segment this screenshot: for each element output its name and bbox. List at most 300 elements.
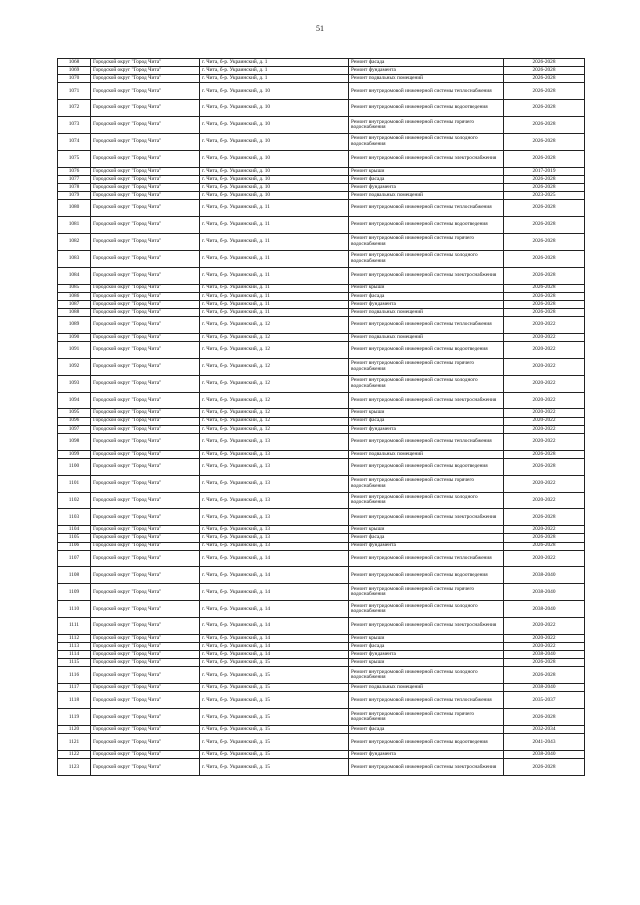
table-row [58,233,585,250]
address-cell: г. Чита, б-р. Украинский, д. 1 [200,67,349,75]
period-cell: 2023-2025 [504,192,585,200]
row-number-cell: 1112 [58,635,91,643]
table-row [58,59,585,67]
row-number-cell: 1068 [58,59,91,67]
work-type-cell: Ремонт внутридомовой инженерной системы холодного водоснабжения [349,492,504,509]
municipality-cell: Городской округ "Город Чита" [91,734,200,751]
work-type-cell: Ремонт внутридомовой инженерной системы водоотведения [349,217,504,234]
row-number-cell: 1099 [58,450,91,458]
work-type-cell: Ремонт внутридомовой инженерной системы горячего водоснабжения [349,475,504,492]
row-number-cell: 1094 [58,392,91,409]
work-type-cell: Ремонт внутридомовой инженерной системы холодного водоснабжения [349,133,504,150]
period-cell: 2020-2022 [504,341,585,358]
address-cell: г. Чита, б-р. Украинский, д. 13 [200,450,349,458]
period-cell: 2026-2028 [504,308,585,316]
table-body [58,59,585,776]
address-cell: г. Чита, б-р. Украинский, д. 10 [200,183,349,191]
period-cell: 2020-2022 [504,375,585,392]
table-row [58,542,585,550]
period-cell: 2020-2022 [504,409,585,417]
row-number-cell: 1075 [58,150,91,167]
row-number-cell: 1089 [58,316,91,333]
municipality-cell: Городской округ "Город Чита" [91,250,200,267]
work-type-cell: Ремонт внутридомовой инженерной системы теплоснабжения [349,550,504,567]
work-type-cell: Ремонт фундамента [349,651,504,659]
address-cell: г. Чита, б-р. Украинский, д. 11 [200,250,349,267]
table-row [58,692,585,709]
municipality-cell: Городской округ "Город Чита" [91,133,200,150]
municipality-cell: Городской округ "Город Чита" [91,316,200,333]
row-number-cell: 1093 [58,375,91,392]
municipality-cell: Городской округ "Город Чита" [91,433,200,450]
address-cell: г. Чита, б-р. Украинский, д. 13 [200,509,349,526]
period-cell: 2026-2028 [504,659,585,667]
address-cell: г. Чита, б-р. Украинский, д. 14 [200,635,349,643]
work-type-cell: Ремонт фасада [349,643,504,651]
work-type-cell: Ремонт подвальных помещений [349,333,504,341]
address-cell: г. Чита, б-р. Украинский, д. 13 [200,475,349,492]
table-row [58,300,585,308]
period-cell: 2026-2028 [504,284,585,292]
municipality-cell: Городской округ "Город Чита" [91,458,200,475]
address-cell: г. Чита, б-р. Украинский, д. 12 [200,409,349,417]
table-row [58,751,585,759]
table-row [58,308,585,316]
municipality-cell: Городской округ "Город Чита" [91,300,200,308]
address-cell: г. Чита, б-р. Украинский, д. 11 [200,300,349,308]
municipality-cell: Городской округ "Город Чита" [91,150,200,167]
table-row [58,726,585,734]
address-cell: г. Чита, б-р. Украинский, д. 12 [200,417,349,425]
row-number-cell: 1070 [58,75,91,83]
address-cell: г. Чита, б-р. Украинский, д. 15 [200,751,349,759]
table-row [58,200,585,217]
table-row [58,635,585,643]
period-cell: 2026-2028 [504,200,585,217]
table-row [58,316,585,333]
address-cell: г. Чита, б-р. Украинский, д. 13 [200,458,349,475]
row-number-cell: 1080 [58,200,91,217]
row-number-cell: 1122 [58,751,91,759]
work-type-cell: Ремонт внутридомовой инженерной системы водоотведения [349,734,504,751]
period-cell: 2026-2028 [504,509,585,526]
municipality-cell: Городской округ "Город Чита" [91,684,200,692]
address-cell: г. Чита, б-р. Украинский, д. 11 [200,292,349,300]
address-cell: г. Чита, б-р. Украинский, д. 11 [200,233,349,250]
table-row [58,458,585,475]
table-row [58,684,585,692]
row-number-cell: 1081 [58,217,91,234]
period-cell: 2026-2028 [504,183,585,191]
municipality-cell: Городской округ "Город Чита" [91,492,200,509]
period-cell: 2026-2028 [504,250,585,267]
municipality-cell: Городской округ "Город Чита" [91,526,200,534]
address-cell: г. Чита, б-р. Украинский, д. 14 [200,584,349,601]
row-number-cell: 1107 [58,550,91,567]
period-cell: 2020-2022 [504,475,585,492]
address-cell: г. Чита, б-р. Украинский, д. 12 [200,341,349,358]
table-row [58,651,585,659]
row-number-cell: 1092 [58,358,91,375]
period-cell: 2032-2034 [504,726,585,734]
row-number-cell: 1072 [58,100,91,117]
address-cell: г. Чита, б-р. Украинский, д. 13 [200,542,349,550]
municipality-cell: Городской округ "Город Чита" [91,358,200,375]
table-row [58,534,585,542]
address-cell: г. Чита, б-р. Украинский, д. 12 [200,425,349,433]
address-cell: г. Чита, б-р. Украинский, д. 15 [200,667,349,684]
address-cell: г. Чита, б-р. Украинский, д. 10 [200,83,349,100]
municipality-cell: Городской округ "Город Чита" [91,643,200,651]
municipality-cell: Городской округ "Город Чита" [91,83,200,100]
row-number-cell: 1087 [58,300,91,308]
municipality-cell: Городской округ "Город Чита" [91,601,200,618]
table-row [58,341,585,358]
work-type-cell: Ремонт крыши [349,284,504,292]
row-number-cell: 1103 [58,509,91,526]
work-type-cell: Ремонт фасада [349,417,504,425]
municipality-cell: Городской округ "Город Чита" [91,751,200,759]
work-type-cell: Ремонт крыши [349,659,504,667]
table-row [58,217,585,234]
period-cell: 2026-2028 [504,83,585,100]
table-row [58,284,585,292]
address-cell: г. Чита, б-р. Украинский, д. 14 [200,601,349,618]
municipality-cell: Городской округ "Город Чита" [91,417,200,425]
address-cell: г. Чита, б-р. Украинский, д. 10 [200,192,349,200]
row-number-cell: 1113 [58,643,91,651]
work-type-cell: Ремонт внутридомовой инженерной системы горячего водоснабжения [349,233,504,250]
municipality-cell: Городской округ "Город Чита" [91,100,200,117]
row-number-cell: 1101 [58,475,91,492]
address-cell: г. Чита, б-р. Украинский, д. 12 [200,333,349,341]
work-type-cell: Ремонт внутридомовой инженерной системы электроснабжения [349,509,504,526]
address-cell: г. Чита, б-р. Украинский, д. 15 [200,726,349,734]
row-number-cell: 1106 [58,542,91,550]
period-cell: 2026-2028 [504,100,585,117]
work-type-cell: Ремонт фасада [349,292,504,300]
period-cell: 2026-2028 [504,759,585,776]
work-type-cell: Ремонт крыши [349,526,504,534]
row-number-cell: 1120 [58,726,91,734]
table-row [58,292,585,300]
address-cell: г. Чита, б-р. Украинский, д. 15 [200,692,349,709]
work-type-cell: Ремонт внутридомовой инженерной системы теплоснабжения [349,200,504,217]
municipality-cell: Городской округ "Город Чита" [91,217,200,234]
address-cell: г. Чита, б-р. Украинский, д. 11 [200,200,349,217]
work-type-cell: Ремонт фасада [349,534,504,542]
table-row [58,759,585,776]
row-number-cell: 1100 [58,458,91,475]
address-cell: г. Чита, б-р. Украинский, д. 11 [200,217,349,234]
work-type-cell: Ремонт подвальных помещений [349,308,504,316]
work-type-cell: Ремонт внутридомовой инженерной системы горячего водоснабжения [349,117,504,134]
table-row [58,550,585,567]
period-cell: 2026-2028 [504,67,585,75]
period-cell: 2026-2028 [504,534,585,542]
municipality-cell: Городской округ "Город Чита" [91,333,200,341]
work-type-cell: Ремонт фасада [349,59,504,67]
work-type-cell: Ремонт внутридомовой инженерной системы водоотведения [349,100,504,117]
work-type-cell: Ремонт внутридомовой инженерной системы холодного водоснабжения [349,375,504,392]
row-number-cell: 1118 [58,692,91,709]
table-row [58,167,585,175]
period-cell: 2038-2040 [504,751,585,759]
repair-schedule-table [57,58,585,776]
row-number-cell: 1086 [58,292,91,300]
work-type-cell: Ремонт подвальных помещений [349,75,504,83]
table-row [58,192,585,200]
period-cell: 2026-2028 [504,450,585,458]
period-cell: 2020-2022 [504,635,585,643]
table-row [58,475,585,492]
table-row [58,667,585,684]
table-row [58,333,585,341]
municipality-cell: Городской округ "Город Чита" [91,692,200,709]
table-row [58,433,585,450]
address-cell: г. Чита, б-р. Украинский, д. 14 [200,643,349,651]
row-number-cell: 1082 [58,233,91,250]
row-number-cell: 1069 [58,67,91,75]
work-type-cell: Ремонт внутридомовой инженерной системы горячего водоснабжения [349,584,504,601]
work-type-cell: Ремонт внутридомовой инженерной системы водоотведения [349,567,504,584]
address-cell: г. Чита, б-р. Украинский, д. 12 [200,358,349,375]
period-cell: 2020-2022 [504,333,585,341]
address-cell: г. Чита, б-р. Украинский, д. 11 [200,284,349,292]
municipality-cell: Городской округ "Город Чита" [91,534,200,542]
address-cell: г. Чита, б-р. Украинский, д. 13 [200,526,349,534]
table-row [58,175,585,183]
period-cell: 2038-2040 [504,684,585,692]
work-type-cell: Ремонт внутридомовой инженерной системы водоотведения [349,341,504,358]
row-number-cell: 1097 [58,425,91,433]
period-cell: 2026-2028 [504,217,585,234]
municipality-cell: Городской округ "Город Чита" [91,409,200,417]
address-cell: г. Чита, б-р. Украинский, д. 12 [200,375,349,392]
municipality-cell: Городской округ "Город Чита" [91,509,200,526]
row-number-cell: 1083 [58,250,91,267]
table-row [58,75,585,83]
work-type-cell: Ремонт внутридомовой инженерной системы водоотведения [349,458,504,475]
work-type-cell: Ремонт фундамента [349,751,504,759]
period-cell: 2026-2028 [504,292,585,300]
municipality-cell: Городской округ "Город Чита" [91,475,200,492]
period-cell: 2026-2028 [504,175,585,183]
period-cell: 2020-2022 [504,425,585,433]
work-type-cell: Ремонт внутридомовой инженерной системы теплоснабжения [349,83,504,100]
address-cell: г. Чита, б-р. Украинский, д. 10 [200,117,349,134]
municipality-cell: Городской округ "Город Чита" [91,192,200,200]
table-row [58,659,585,667]
table-row [58,734,585,751]
table-row [58,425,585,433]
row-number-cell: 1123 [58,759,91,776]
table-row [58,567,585,584]
municipality-cell: Городской округ "Город Чита" [91,618,200,635]
municipality-cell: Городской округ "Город Чита" [91,292,200,300]
municipality-cell: Городской округ "Город Чита" [91,584,200,601]
row-number-cell: 1105 [58,534,91,542]
period-cell: 2020-2022 [504,417,585,425]
row-number-cell: 1111 [58,618,91,635]
address-cell: г. Чита, б-р. Украинский, д. 13 [200,433,349,450]
period-cell: 2020-2022 [504,550,585,567]
work-type-cell: Ремонт подвальных помещений [349,192,504,200]
table-row [58,67,585,75]
period-cell: 2038-2040 [504,567,585,584]
work-type-cell: Ремонт фундамента [349,67,504,75]
row-number-cell: 1098 [58,433,91,450]
address-cell: г. Чита, б-р. Украинский, д. 12 [200,316,349,333]
work-type-cell: Ремонт фундамента [349,542,504,550]
municipality-cell: Городской округ "Город Чита" [91,550,200,567]
table-row [58,392,585,409]
work-type-cell: Ремонт крыши [349,635,504,643]
work-type-cell: Ремонт крыши [349,167,504,175]
address-cell: г. Чита, б-р. Украинский, д. 15 [200,709,349,726]
municipality-cell: Городской округ "Город Чита" [91,284,200,292]
row-number-cell: 1102 [58,492,91,509]
municipality-cell: Городской округ "Город Чита" [91,726,200,734]
municipality-cell: Городской округ "Город Чита" [91,392,200,409]
period-cell: 2017-2019 [504,167,585,175]
row-number-cell: 1071 [58,83,91,100]
work-type-cell: Ремонт крыши [349,409,504,417]
table-row [58,83,585,100]
row-number-cell: 1121 [58,734,91,751]
work-type-cell: Ремонт фундамента [349,300,504,308]
municipality-cell: Городской округ "Город Чита" [91,709,200,726]
municipality-cell: Городской округ "Город Чита" [91,67,200,75]
municipality-cell: Городской округ "Город Чита" [91,200,200,217]
period-cell: 2026-2028 [504,59,585,67]
municipality-cell: Городской округ "Город Чита" [91,117,200,134]
table-row [58,509,585,526]
period-cell: 2026-2028 [504,75,585,83]
address-cell: г. Чита, б-р. Украинский, д. 1 [200,59,349,67]
period-cell: 2020-2022 [504,492,585,509]
municipality-cell: Городской округ "Город Чита" [91,542,200,550]
municipality-cell: Городской округ "Город Чита" [91,651,200,659]
address-cell: г. Чита, б-р. Украинский, д. 13 [200,534,349,542]
period-cell: 2035-2037 [504,692,585,709]
work-type-cell: Ремонт внутридомовой инженерной системы холодного водоснабжения [349,601,504,618]
municipality-cell: Городской округ "Город Чита" [91,183,200,191]
row-number-cell: 1084 [58,267,91,284]
address-cell: г. Чита, б-р. Украинский, д. 13 [200,492,349,509]
row-number-cell: 1073 [58,117,91,134]
row-number-cell: 1096 [58,417,91,425]
municipality-cell: Городской округ "Город Чита" [91,175,200,183]
period-cell: 2038-2040 [504,651,585,659]
row-number-cell: 1077 [58,175,91,183]
address-cell: г. Чита, б-р. Украинский, д. 10 [200,150,349,167]
row-number-cell: 1079 [58,192,91,200]
table-row [58,526,585,534]
address-cell: г. Чита, б-р. Украинский, д. 11 [200,267,349,284]
municipality-cell: Городской округ "Город Чита" [91,759,200,776]
work-type-cell: Ремонт фасада [349,175,504,183]
table-row [58,100,585,117]
table-row [58,601,585,618]
work-type-cell: Ремонт внутридомовой инженерной системы холодного водоснабжения [349,250,504,267]
work-type-cell: Ремонт фундамента [349,183,504,191]
row-number-cell: 1090 [58,333,91,341]
row-number-cell: 1116 [58,667,91,684]
period-cell: 2026-2028 [504,233,585,250]
row-number-cell: 1109 [58,584,91,601]
row-number-cell: 1119 [58,709,91,726]
address-cell: г. Чита, б-р. Украинский, д. 12 [200,392,349,409]
municipality-cell: Городской округ "Город Чита" [91,567,200,584]
row-number-cell: 1115 [58,659,91,667]
address-cell: г. Чита, б-р. Украинский, д. 15 [200,759,349,776]
page-number: 51 [316,24,324,33]
address-cell: г. Чита, б-р. Украинский, д. 11 [200,308,349,316]
table-row [58,417,585,425]
period-cell: 2026-2028 [504,709,585,726]
address-cell: г. Чита, б-р. Украинский, д. 15 [200,684,349,692]
municipality-cell: Городской округ "Город Чита" [91,667,200,684]
address-cell: г. Чита, б-р. Украинский, д. 14 [200,567,349,584]
work-type-cell: Ремонт внутридомовой инженерной системы теплоснабжения [349,433,504,450]
table-row [58,150,585,167]
row-number-cell: 1078 [58,183,91,191]
work-type-cell: Ремонт внутридомовой инженерной системы теплоснабжения [349,316,504,333]
period-cell: 2026-2028 [504,300,585,308]
period-cell: 2026-2028 [504,667,585,684]
municipality-cell: Городской округ "Город Чита" [91,233,200,250]
municipality-cell: Городской округ "Город Чита" [91,635,200,643]
address-cell: г. Чита, б-р. Украинский, д. 15 [200,734,349,751]
table-row [58,267,585,284]
municipality-cell: Городской округ "Город Чита" [91,59,200,67]
row-number-cell: 1074 [58,133,91,150]
table-row [58,375,585,392]
table-row [58,117,585,134]
municipality-cell: Городской округ "Город Чита" [91,450,200,458]
period-cell: 2026-2028 [504,150,585,167]
work-type-cell: Ремонт внутридомовой инженерной системы электроснабжения [349,618,504,635]
table-row [58,250,585,267]
period-cell: 2020-2022 [504,392,585,409]
work-type-cell: Ремонт подвальных помещений [349,684,504,692]
address-cell: г. Чита, б-р. Украинский, д. 15 [200,659,349,667]
table-row [58,133,585,150]
period-cell: 2020-2022 [504,526,585,534]
row-number-cell: 1108 [58,567,91,584]
row-number-cell: 1076 [58,167,91,175]
table-row [58,409,585,417]
period-cell: 2038-2040 [504,601,585,618]
address-cell: г. Чита, б-р. Украинский, д. 10 [200,167,349,175]
table-row [58,584,585,601]
table-row [58,183,585,191]
row-number-cell: 1085 [58,284,91,292]
address-cell: г. Чита, б-р. Украинский, д. 1 [200,75,349,83]
period-cell: 2026-2028 [504,458,585,475]
period-cell: 2020-2022 [504,618,585,635]
work-type-cell: Ремонт внутридомовой инженерной системы холодного водоснабжения [349,667,504,684]
address-cell: г. Чита, б-р. Украинский, д. 14 [200,651,349,659]
work-type-cell: Ремонт внутридомовой инженерной системы горячего водоснабжения [349,358,504,375]
period-cell: 2026-2028 [504,267,585,284]
table-row [58,450,585,458]
table-row [58,358,585,375]
period-cell: 2026-2028 [504,117,585,134]
work-type-cell: Ремонт внутридомовой инженерной системы электроснабжения [349,150,504,167]
address-cell: г. Чита, б-р. Украинский, д. 10 [200,175,349,183]
